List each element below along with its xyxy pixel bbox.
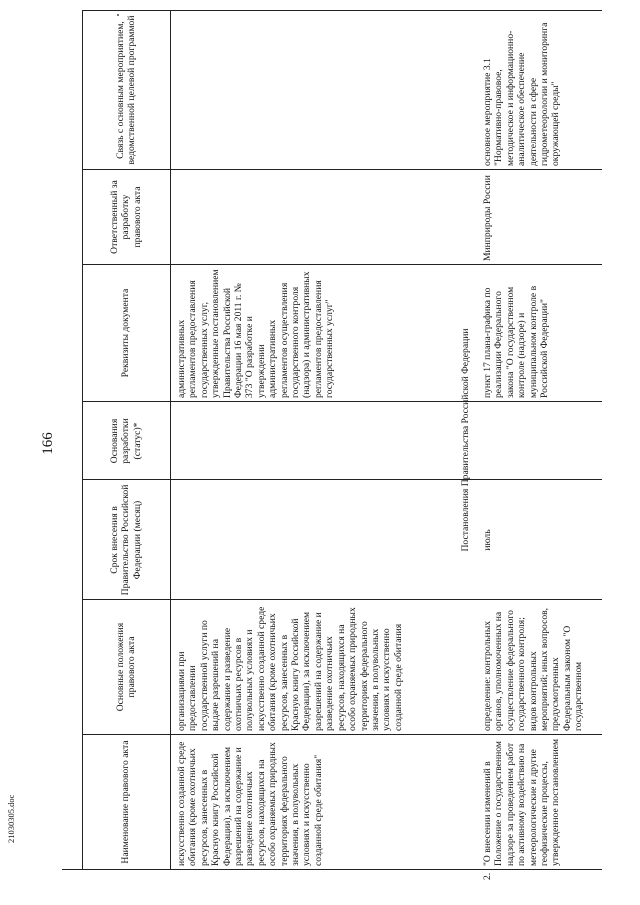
row2-col1: "О внесении изменений в Положение о государственном надзоре за проведением работ по активному воздействию на метеорологические и другие геофизические процессы, утвержденное постановлением [482,738,562,866]
table-border-left [62,869,602,870]
row1-col1: искусственно созданной среде обитания (кроме охотничьих ресурсов, занесенных в Красную книгу Российской Федерации), за исключением разрешений на содержание и разведение охотничьих ресурсов, находящихся на особо охраняемых природных территориях федерального значения, в полувольных условиях и искусственно созданной среде обитания" [176,741,324,866]
table-border-top [82,10,83,870]
table-border-right [82,10,602,11]
column-divider [82,169,602,170]
header-col3: Срок внесения в Правительство Российской Федерации (месяц) [108,484,143,596]
row2-col5: пункт 17 плана-графика по реализации Федерального закона "О государственном контроле (надзоре) и муниципальном контроле в Российской Федерации" [482,285,551,398]
header-col4: Основания разработки (статус)* [108,418,143,464]
header-col5: Реквизиты документа [120,288,132,378]
row2-number: 2. [482,872,493,880]
footer-file-code: 21030305.doc [6,794,16,843]
column-divider [82,599,602,600]
page-number: 166 [39,432,56,455]
column-divider [82,479,602,480]
header-col1: Наименование правового акта [120,740,132,864]
row2-col7: основное мероприятие 3.1 "Нормативно-правовое, методическое и информационно-аналитическое обеспечение деятельности в сфере гидрометеорологии и мониторинга окружающей среды" [482,22,562,166]
row1-col2: организациями при предоставлении государственной услуги по выдаче разрешений на содержание и разведение охотничьих ресурсов в полувольных условиях и искусственно созданной среде обитания (кроме охотничьих ресурсов, занесенных в Красную книгу Российской Федерации), за исключением разрешений на содержание и разведение охотничьих ресурсов, находящихся на особо охраняемых природных территориях федерального значения, в полувольных условиях и искусственно созданной среде обитания [176,606,404,731]
header-col7: Связь с основным мероприятием, ведомственной целевой программой [114,15,137,165]
rotated-table [62,10,602,880]
section-title: Постановления Правительства Российской Федерации [460,328,471,552]
row2-col3: июль [482,529,493,551]
column-divider [82,401,602,402]
header-divider [170,10,171,870]
row2-col2: определение: контрольных органов, уполномоченных на осуществление федерального государственного контроля; видов контрольных мероприятий; иных вопросов, предусмотренных Федеральным законом "О государственном [482,607,585,731]
row2-col6: Минприроды России [482,175,493,261]
header-col2: Основные положения правового акта [114,622,137,712]
row1-col5: административных регламентов предоставления государственных услуг, утвержденные постановлением Правительства Российской Федерации 16 мая 2011 г. № 373 "О разработке и утверждении административных регламентов осуществления государственного контроля (надзора) и административных регламентов предоставления государственных услуг" [176,269,336,398]
column-divider [82,264,602,265]
header-col6: Ответственный за разработку правового акта [108,180,143,254]
column-divider [82,734,602,735]
